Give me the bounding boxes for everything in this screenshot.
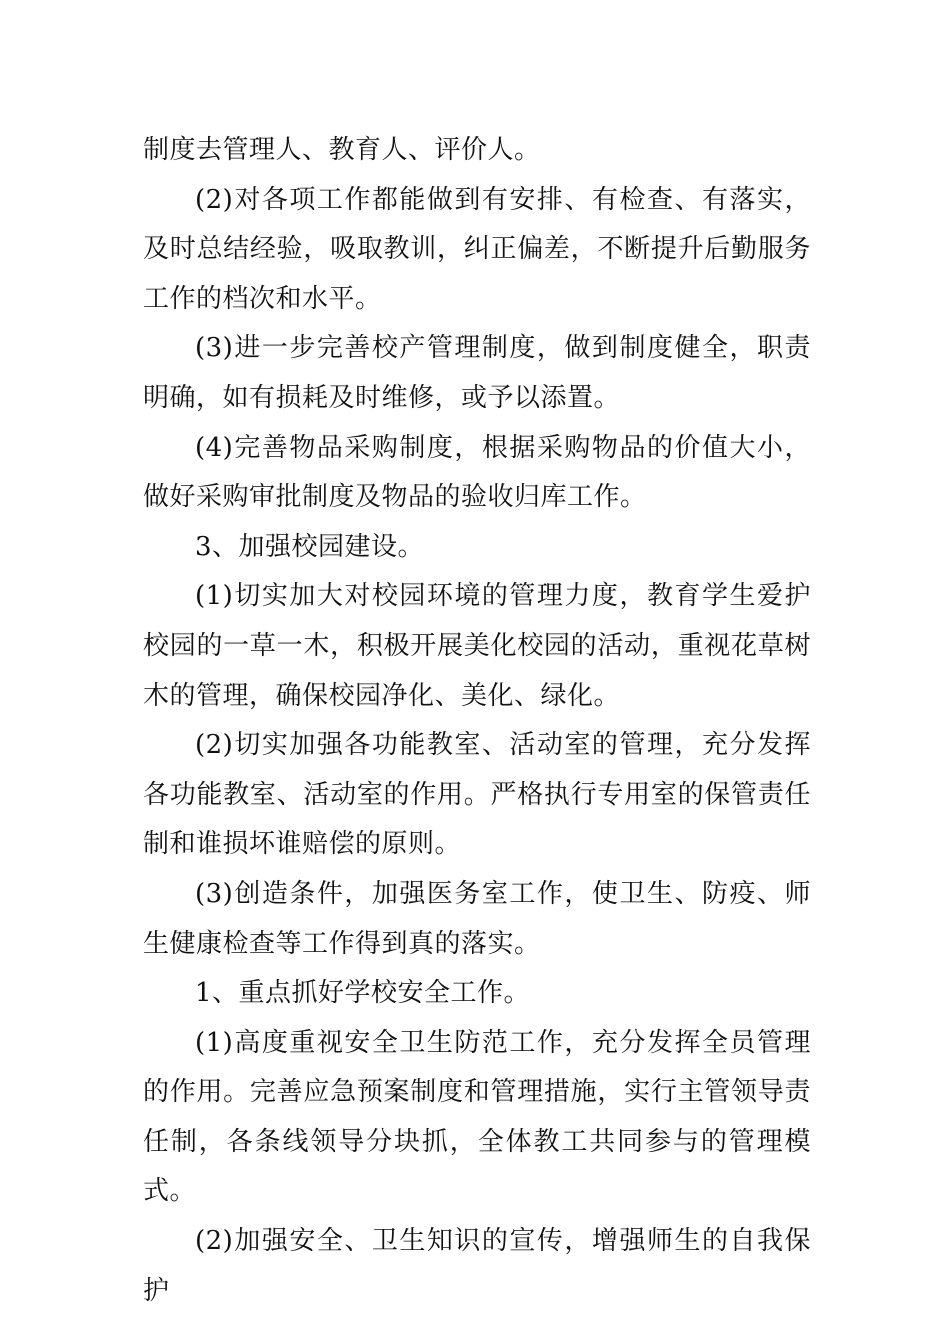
document-body: [143, 126, 811, 1316]
paragraph-item-2-logistics: (2)对各项工作都能做到有安排、有检查、有落实，及时总结经验，吸取教训，纠正偏差，不断提升后勤服务工作的档次和水平。: [143, 184, 811, 314]
paragraph-item-2-safety-education: (2)加强安全、卫生知识的宣传，增强师生的自我保护: [143, 1226, 811, 1306]
paragraph-item-1-campus-environment: (1)切实加大对校园环境的管理力度，教育学生爱护校园的一草一木，积极开展美化校园的活动，重视花草树木的管理，确保校园净化、美化、绿化。: [143, 581, 811, 711]
paragraph-item-1-safety-prevention: (1)高度重视安全卫生防范工作，充分发挥全员管理的作用。完善应急预案制度和管理措施，实行主管领导责任制，各条线领导分块抓，全体教工共同参与的管理模式。: [143, 1027, 811, 1207]
section-heading-campus-construction: 3、加强校园建设。: [195, 531, 425, 562]
paragraph-continuation: 制度去管理人、教育人、评价人。: [143, 135, 541, 165]
paragraph-item-3-clinic: (3)创造条件，加强医务室工作，使卫生、防疫、师生健康检查等工作得到真的落实。: [143, 878, 811, 959]
paragraph-item-3-asset-management: (3)进一步完善校产管理制度，做到制度健全，职责明确，如有损耗及时维修，或予以添置。: [143, 333, 811, 413]
paragraph-item-4-procurement: (4)完善物品采购制度，根据采购物品的价值大小，做好采购审批制度及物品的验收归库工作。: [143, 432, 811, 513]
paragraph-item-2-function-rooms: (2)切实加强各功能教室、活动室的管理，充分发挥各功能教室、活动室的作用。严格执行专用室的保管责任制和谁损坏谁赔偿的原则。: [143, 730, 811, 860]
section-heading-school-safety: 1、重点抓好学校安全工作。: [195, 978, 531, 1009]
